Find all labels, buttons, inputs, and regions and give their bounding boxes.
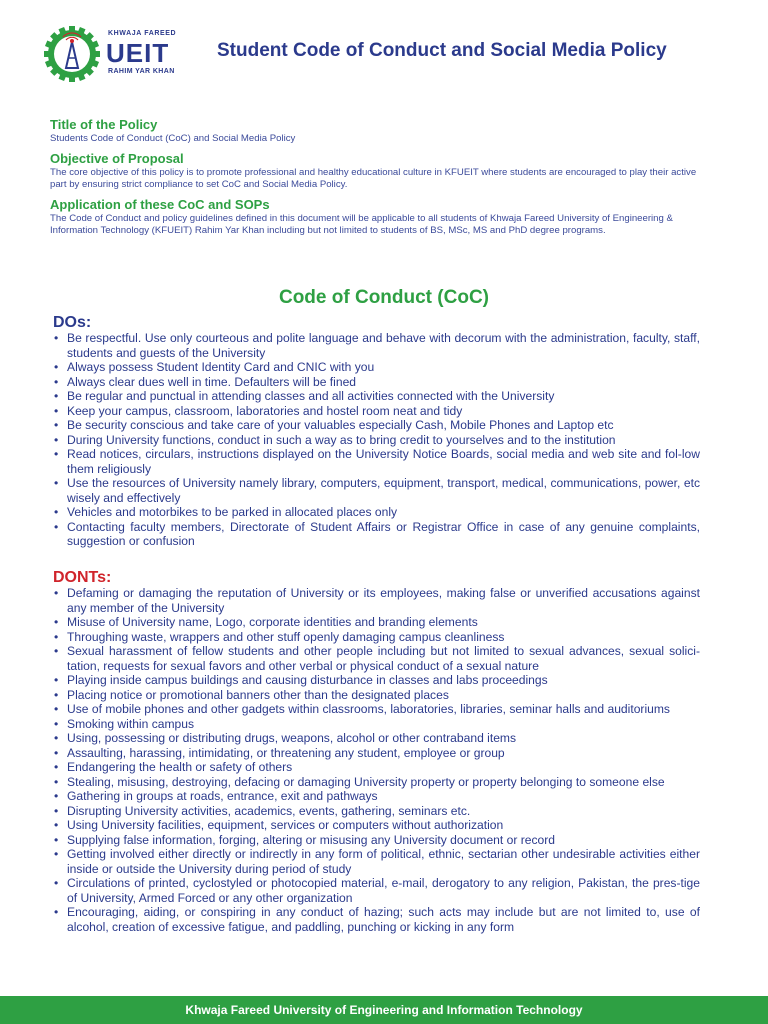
footer-text: Khwaja Fareed University of Engineering and Information Technology [185, 1003, 583, 1017]
objective-section [50, 151, 710, 192]
donts-item: • Getting involved either directly or indirectly in any form of political, ethnic, sectarian other undesirable activities either inside or outside the University during period of study [52, 847, 700, 876]
donts-item: • Endangering the health or safety of others [52, 760, 700, 775]
application-text: The Code of Conduct and policy guidelines defined in this document will be applicable to all students of Khwaja Fareed University of Engineering & Information Technology (KFUEIT) Rahim Yar Khan including but not limited to students of BS, MSc, MS and PhD degree programs. [50, 212, 673, 236]
donts-item: • Playing inside campus buildings and causing disturbance in classes and labs proceedings [52, 673, 700, 688]
application-heading: Application of these CoC and SOPs [50, 196, 270, 212]
logo-top-text: KHWAJA FAREED [108, 30, 177, 37]
donts-item: • Using, possessing or distributing drugs, weapons, alcohol or other contraband items [52, 731, 700, 746]
donts-item: • Use of mobile phones and other gadgets within classrooms, laboratories, libraries, seminar halls and auditoriums [52, 702, 700, 717]
donts-item: • Placing notice or promotional banners other than the designated places [52, 688, 700, 703]
dos-item: • During University functions, conduct in such a way as to bring credit to yourselves and to the institution [52, 433, 700, 448]
dos-item: • Be respectful. Use only courteous and polite language and behave with decorum with the administration, faculty, staff, students and guests of the University [52, 331, 700, 360]
objective-heading: Objective of Proposal [50, 150, 184, 166]
donts-item: • Defaming or damaging the reputation of University or its employees, making false or unverified accusations against any member of the University [52, 586, 700, 615]
coc-title: Code of Conduct (CoC) [278, 287, 489, 308]
donts-item: • Throughing waste, wrappers and other stuff openly damaging campus cleanliness [52, 630, 700, 645]
dos-item: • Be regular and punctual in attending classes and all activities connected with the University [52, 389, 700, 404]
application-section [50, 197, 710, 238]
logo-main-text: UEIT [106, 38, 170, 68]
logo-bottom-text: RAHIM YAR KHAN [108, 68, 175, 75]
donts-item: • Assaulting, harassing, intimidating, or threatening any student, employee or group [52, 746, 700, 761]
donts-item: • Gathering in groups at roads, entrance, exit and pathways [52, 789, 700, 804]
donts-item: • Encouraging, aiding, or conspiring in any conduct of hazing; such acts may include but are not limited to, use of alcohol, creation of excessive fatigue, and paddling, punching or kicking in any form [52, 905, 700, 934]
university-logo [42, 24, 182, 84]
dos-item: • Keep your campus, classroom, laboratories and hostel room neat and tidy [52, 404, 700, 419]
donts-heading: DONTs: [53, 569, 112, 586]
page-footer [0, 996, 768, 1024]
dos-item: • Contacting faculty members, Directorate of Student Affairs or Registrar Office in case of any genuine complaints, suggestion or confusion [52, 520, 700, 549]
donts-item: • Smoking within campus [52, 717, 700, 732]
dos-item: • Be security conscious and take care of your valuables especially Cash, Mobile Phones and Laptop etc [52, 418, 700, 433]
policy-title-heading: Title of the Policy [50, 117, 158, 132]
dos-list [52, 331, 700, 549]
dos-heading: DOs: [53, 314, 92, 331]
donts-item: • Sexual harassment of fellow students and other people including but not limited to sexual advances, sexual solici-tation, requests for sexual favors and other verbal or physical conduct of a sexual nature [52, 644, 700, 673]
policy-title-text: Students Code of Conduct (CoC) and Social Media Policy [50, 133, 296, 144]
page-title: Student Code of Conduct and Social Media Policy [217, 40, 667, 61]
donts-item: • Disrupting University activities, academics, events, gathering, seminars etc. [52, 804, 700, 819]
donts-item: • Misuse of University name, Logo, corporate identities and branding elements [52, 615, 700, 630]
donts-item: • Circulations of printed, cyclostyled or photocopied material, e-mail, derogatory to any religion, Pakistan, the pres-tige of University, Armed Forced or any other organization [52, 876, 700, 905]
dos-item: • Use the resources of University namely library, computers, equipment, transport, medical, communications, power, etc wisely and effectively [52, 476, 700, 505]
objective-text: The core objective of this policy is to promote professional and healthy educational culture in KFUEIT where students are encouraged to play their active part by ensuring strict compliance to set CoC and Social Media Policy. [50, 166, 697, 190]
policy-title-section [50, 117, 710, 146]
page-header [0, 0, 768, 100]
dos-item: • Read notices, circulars, instructions displayed on the University Notice Boards, social media and web site and fol-low them religiously [52, 447, 700, 476]
policy-intro [50, 117, 710, 243]
dos-item: • Vehicles and motorbikes to be parked in allocated places only [52, 505, 700, 520]
donts-item: • Using University facilities, equipment, services or computers without authorization [52, 818, 700, 833]
gear-logo-icon [42, 24, 102, 84]
dos-item: • Always possess Student Identity Card and CNIC with you [52, 360, 700, 375]
donts-list [52, 586, 700, 934]
donts-item: • Supplying false information, forging, altering or misusing any University document or record [52, 833, 700, 848]
donts-item: • Stealing, misusing, destroying, defacing or damaging University property or property belonging to someone else [52, 775, 700, 790]
dos-item: • Always clear dues well in time. Defaulters will be fined [52, 375, 700, 390]
